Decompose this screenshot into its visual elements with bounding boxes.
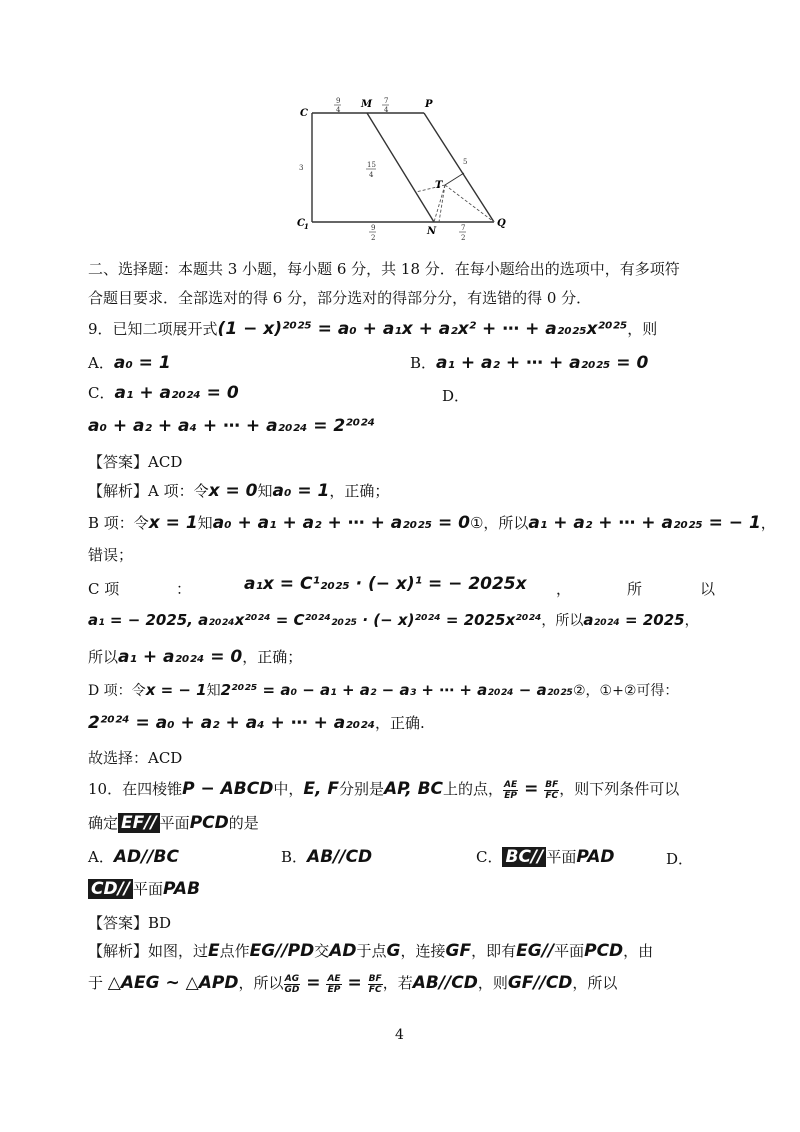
label-right-side: 5 [463, 158, 468, 166]
q10-option-d: CD// 平面PAB [88, 878, 200, 899]
q9-analysis-c-line2: a₁ = − 2025, a₂₀₂₄x²⁰²⁴ = C²⁰²⁴₂₀₂₅ · (− x)²⁰²⁴ = 2025x²⁰²⁴，所以a₂₀₂₄ = 2025， [88, 611, 699, 629]
label-m: M [361, 99, 373, 110]
q9-analysis-b: B 项：令x = 1知a₀ + a₁ + a₂ + ⋯ + a₂₀₂₅ = 0①，所以a₁ + a₂ + ⋯ + a₂₀₂₅ = − 1， [88, 513, 776, 533]
q10-highlight-bc: BC// [502, 847, 546, 867]
q9-analysis-c-colon: ： [176, 580, 192, 598]
section-intro-line-1: 二、选择题：本题共 3 小题，每小题 6 分，共 18 分．在每小题给出的选项中，有多项符 [88, 260, 680, 278]
q9-stem-formula: (1 − x)²⁰²⁵ = a₀ + a₁x + a₂x² + ⋯ + a₂₀₂₅x²⁰²⁵ [217, 319, 628, 339]
q9-analysis-c-yi: 以 [700, 580, 716, 598]
q10-highlight-cd: CD// [88, 879, 133, 899]
q10-option-c: C． BC// 平面PAD [476, 847, 615, 867]
q10-answer: 【答案】BD [88, 914, 172, 932]
frac-bottom-left-num: 9 [371, 224, 376, 232]
q9-option-d: a₀ + a₂ + a₄ + ⋯ + a₂₀₂₄ = 2²⁰²⁴ [88, 416, 376, 436]
label-t: T [435, 180, 443, 191]
frac-middle-den: 4 [369, 171, 374, 179]
q10-ratio-ag-gd: $\frac{AG}{GD}$ [284, 973, 300, 995]
label-p: P [425, 99, 433, 110]
frac-top-left-den: 4 [336, 106, 341, 114]
frac-top-right-den: 4 [384, 106, 389, 114]
segment-pq [424, 113, 494, 222]
frac-bottom-left-den: 2 [371, 234, 376, 242]
q10-highlight-ef: EF// [118, 813, 160, 833]
label-c: C [300, 108, 308, 119]
dashed-tq [445, 185, 494, 222]
q9-analysis-d-line2: 2²⁰²⁴ = a₀ + a₂ + a₄ + ⋯ + a₂₀₂₄，正确. [88, 713, 425, 733]
label-c1-sub: 1 [304, 222, 309, 231]
q10-stem-line2: 确定 EF// 平面PCD的是 [88, 813, 259, 833]
label-n: N [427, 226, 437, 237]
q9-analysis-c-line3: 所以a₁ + a₂₀₂₄ = 0，正确； [88, 647, 303, 667]
q9-stem: 9．已知二项展开式(1 − x)²⁰²⁵ = a₀ + a₁x + a₂x² + ⋯ + a₂₀₂₅x²⁰²⁵，则 [88, 319, 658, 339]
q10-ratio-ae-ep-2: $\frac{AE}{EP}$ [327, 973, 341, 995]
q10-ratio-ae-ep: $\frac{AE}{EP}$ [504, 779, 518, 801]
label-c1: C [297, 218, 305, 229]
q10-analysis-line1: 【解析】如图，过E点作EG//PD交AD于点G，连接GF，即有EG//平面PCD，由 [88, 941, 654, 961]
q10-option-a: A．AD//BC [88, 847, 179, 867]
q9-option-b: B．a₁ + a₂ + ⋯ + a₂₀₂₅ = 0 [410, 353, 649, 373]
page-number: 4 [395, 1027, 404, 1043]
segment-mn [367, 113, 434, 222]
label-q: Q [497, 218, 506, 229]
frac-bottom-right-den: 2 [461, 234, 466, 242]
q9-analysis-c-formula: a₁x = C¹₂₀₂₅ · (− x)¹ = − 2025x [244, 574, 527, 594]
q10-ratio-bf-fc: $\frac{BF}{FC}$ [545, 779, 559, 801]
q10-analysis-line2: 于 △AEG ∼ △APD，所以 $\frac{AG}{GD}$ = $\frac{AE}{EP}$ = $\frac{BF}{FC}$ ，若AB//CD，则GF//CD，所以 [88, 973, 618, 995]
q10-ratio-bf-fc-2: $\frac{BF}{FC}$ [368, 973, 382, 995]
label-left-side: 3 [299, 164, 304, 172]
q9-option-a: A．a₀ = 1 [88, 353, 171, 373]
q10-option-b: B．AB//CD [281, 847, 373, 867]
segment-t-perp [445, 173, 464, 185]
q10-option-d-label: D． [666, 850, 694, 868]
frac-bottom-right-num: 7 [461, 224, 466, 232]
q10-stem: 10．在四棱锥P − ABCD中，E, F分别是AP, BC上的点， $\frac{AE}{EP}$ = $\frac{BF}{FC}$ ，则下列条件可以 [88, 779, 680, 801]
section-intro-line-2: 合题目要求．全部选对的得 6 分，部分选对的得部分分，有选错的得 0 分． [88, 289, 592, 307]
q9-analysis-b-wrong: 错误； [88, 546, 134, 564]
q9-analysis-c-label: C 项 [88, 580, 120, 598]
q9-option-d-label: D． [442, 387, 470, 405]
q9-analysis-d: D 项：令x = − 1知2²⁰²⁵ = a₀ − a₁ + a₂ − a₃ + ⋯ + a₂₀₂₄ − a₂₀₂₅②，①+②可得： [88, 681, 679, 699]
frac-top-right-num: 7 [384, 97, 389, 105]
q9-conclusion: 故选择：ACD [88, 749, 183, 767]
geometry-figure [282, 90, 522, 248]
frac-middle-num: 15 [367, 161, 376, 169]
frac-top-left-num: 9 [336, 97, 341, 105]
q9-analysis-c-suo: 所 [627, 580, 643, 598]
q9-answer: 【答案】ACD [88, 453, 183, 471]
q9-analysis-a: 【解析】A 项：令x = 0知a₀ = 1，正确； [88, 481, 390, 501]
q9-analysis-c-comma: ， [556, 580, 572, 598]
q9-option-c: C．a₁ + a₂₀₂₄ = 0 [88, 383, 239, 403]
